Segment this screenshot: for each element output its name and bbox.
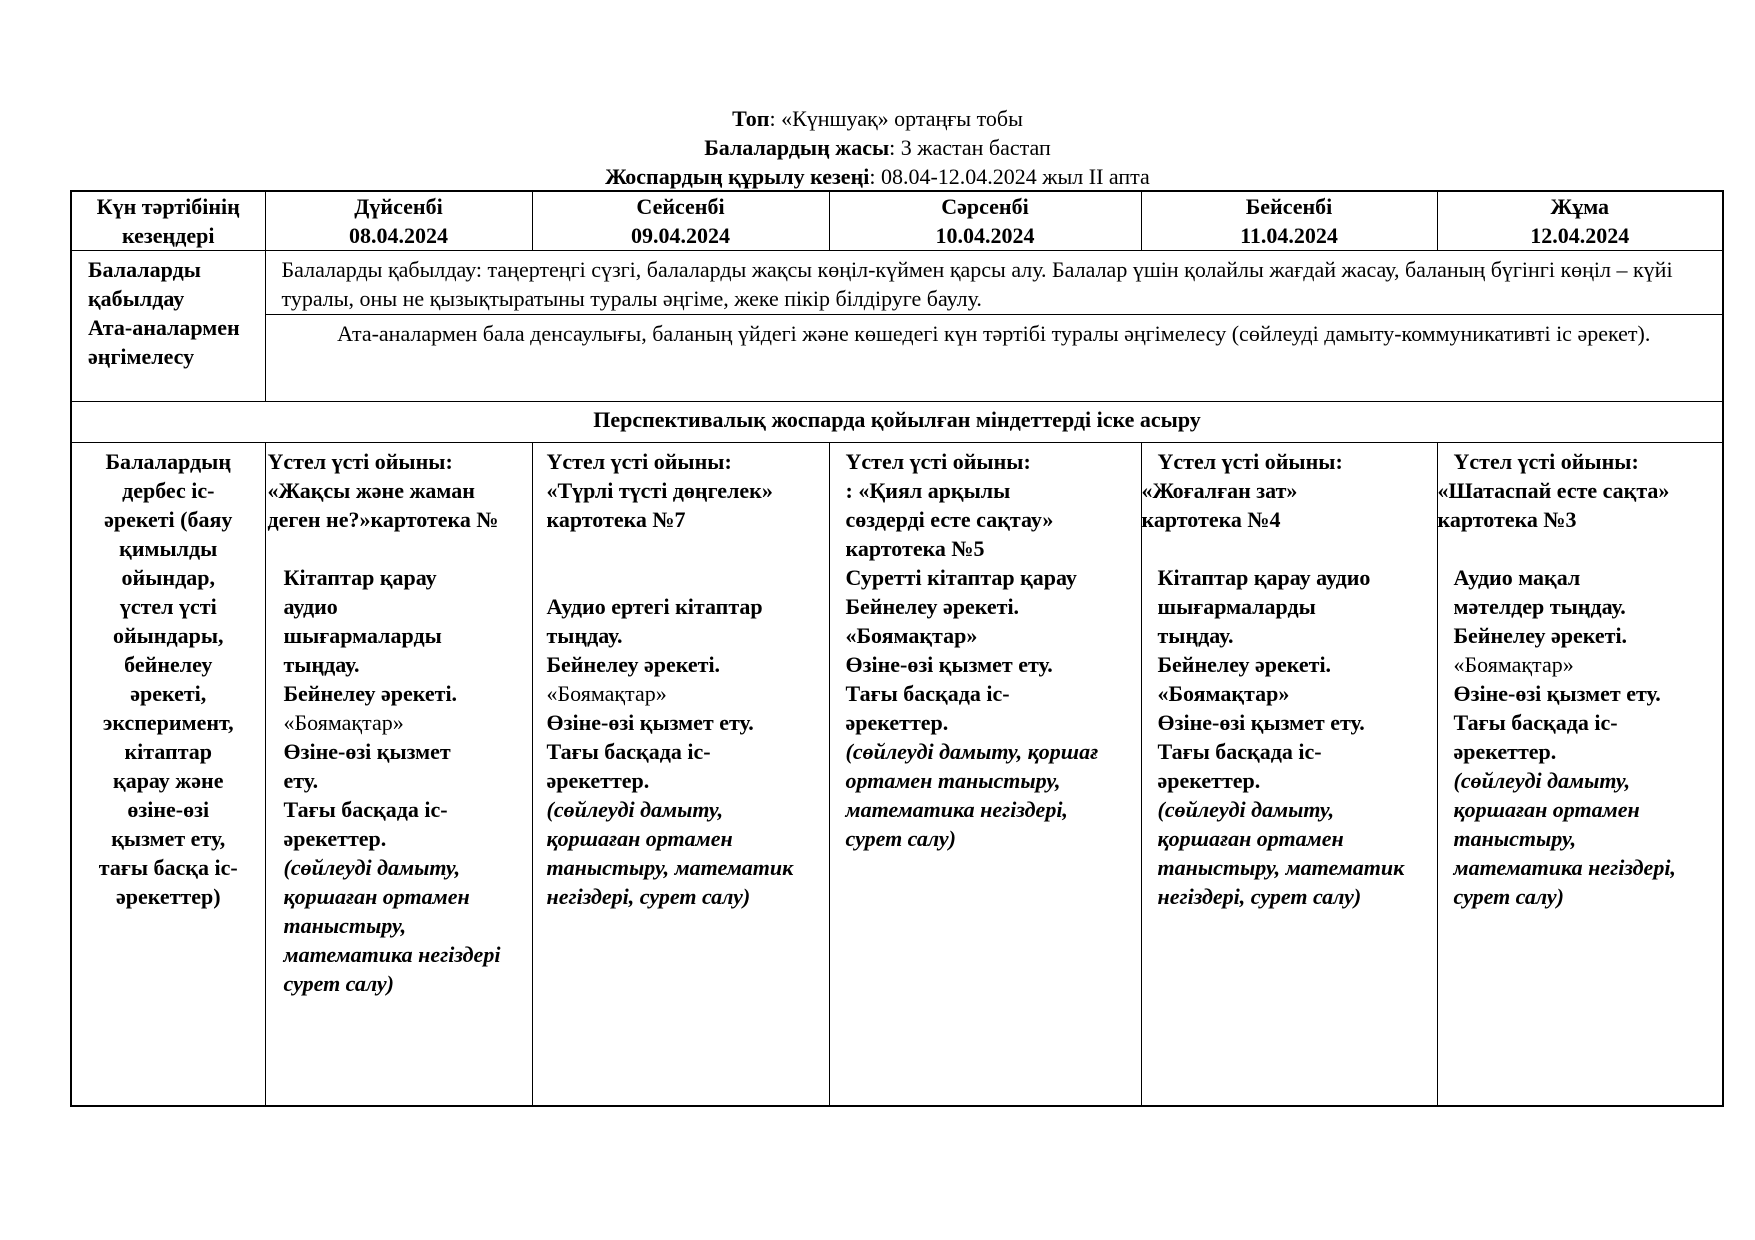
activity-note: (сөйлеуді дамыту, <box>283 855 461 880</box>
reception-row <box>71 251 1723 315</box>
label-line: өзіне-өзі <box>127 797 210 822</box>
activity-note: қоршаған ортамен <box>546 826 733 851</box>
spacer <box>268 534 532 563</box>
activity-wednesday <box>829 443 1141 1106</box>
activity-note: сурет салу) <box>845 826 956 851</box>
game-title: «Шатаспай есте сақта» <box>1437 478 1670 503</box>
label-line: қабылдау <box>88 286 185 311</box>
day-date: 10.04.2024 <box>935 223 1035 248</box>
col-header-wednesday <box>829 191 1141 251</box>
label-line: бейнелеу <box>124 652 213 677</box>
activity-line: әрекеттер. <box>546 768 650 793</box>
activity-tuesday <box>532 443 829 1106</box>
activity-note: математика негіздері, <box>1453 855 1676 880</box>
game-title: сөздерді есте сақтау» <box>845 507 1054 532</box>
activity-line: Өзіне-өзі қызмет ету. <box>845 652 1053 677</box>
activity-line: Бейнелеу әрекеті. <box>1157 652 1332 677</box>
activity-note: таныстыру, математик <box>546 855 794 880</box>
label-line: Ата-аналармен <box>88 315 240 340</box>
section-title: Перспективалық жоспарда қойылған міндеттерді іске асыру <box>71 402 1723 443</box>
activity-note: (сөйлеуді дамыту, <box>1453 768 1631 793</box>
activity-line: Өзіне-өзі қызмет ету. <box>546 710 754 735</box>
label-line: тағы басқа іс- <box>98 855 238 880</box>
label-line: эксперимент, <box>102 710 234 735</box>
day-name: Дүйсенбі <box>354 194 443 219</box>
activity-thursday <box>1141 443 1437 1106</box>
activity-line: Бейнелеу әрекеті. <box>546 652 721 677</box>
day-date: 09.04.2024 <box>631 223 730 248</box>
activity-friday <box>1437 443 1723 1106</box>
activity-line: Суретті кітаптар қарау <box>845 565 1077 590</box>
activity-monday <box>265 443 532 1106</box>
activity-line: Тағы басқада іс- <box>546 739 711 764</box>
activity-line: тыңдау. <box>283 652 360 677</box>
activity-note: математика негіздері <box>283 942 501 967</box>
activity-note: таныстыру, <box>283 913 407 938</box>
activity-note: таныстыру, <box>1453 826 1577 851</box>
activity-line: «Боямақтар» <box>283 710 404 735</box>
label-line: әңгімелесу <box>88 344 195 369</box>
label-line: қарау және <box>113 768 224 793</box>
col-header-stages <box>71 191 265 251</box>
label-line: үстел үсті <box>119 594 217 619</box>
age-label: Балалардың жасы <box>704 135 890 160</box>
activity-line: Өзіне-өзі қызмет <box>283 739 451 764</box>
activity-line: тыңдау. <box>1157 623 1234 648</box>
age-line <box>0 133 1755 162</box>
game-title: «Түрлі түсті дөңгелек» <box>546 478 773 503</box>
activity-note: (сөйлеуді дамыту, <box>1157 797 1335 822</box>
game-title: : «Қиял арқылы <box>845 478 1011 503</box>
document-header <box>0 104 1755 191</box>
game-title: «Жоғалған зат» <box>1141 478 1298 503</box>
game-title: Үстел үсті ойыны: <box>845 449 1031 474</box>
activity-line: «Боямақтар» <box>845 623 978 648</box>
activity-label-cell <box>71 443 265 1106</box>
reception-text: Балаларды қабылдау: таңертеңгі сүзгі, балаларды жақсы көңіл-күймен қарсы алу. Балалар үшін қолайлы жағдай жасау, баланың бүгінгі көңіл – күйі туралы, оны не қызықтыратыны туралы әңгіме, жеке пікір білдіруге баулу. <box>265 251 1723 315</box>
label-line: дербес іс- <box>122 478 215 503</box>
activity-line: Бейнелеу әрекеті. <box>845 594 1020 619</box>
day-name: Бейсенбі <box>1245 194 1333 219</box>
label-line: кітаптар <box>124 739 213 764</box>
activity-line: «Боямақтар» <box>1157 681 1290 706</box>
game-title: Үстел үсті ойыны: <box>1157 449 1343 474</box>
activity-note: қоршаған ортамен <box>1157 826 1344 851</box>
label-line: әрекеті (баяу <box>104 507 233 532</box>
spacer <box>1438 534 1723 563</box>
activity-note: қоршаған ортамен <box>1453 797 1640 822</box>
period-label: Жоспардың құрылу кезеңі <box>605 164 870 189</box>
activity-body <box>268 563 532 998</box>
day-date: 08.04.2024 <box>349 223 448 248</box>
col-header-thursday <box>1141 191 1437 251</box>
activity-line: аудио <box>283 594 338 619</box>
game-title: Үстел үсті ойыны: <box>1453 449 1639 474</box>
reception-label-cell <box>71 251 265 402</box>
label-line: әрекеттер) <box>115 884 221 909</box>
group-label: Топ <box>732 106 770 131</box>
activity-note: (сөйлеуді дамыту, қоршағ <box>845 739 1099 764</box>
label-line: ойындар, <box>121 565 215 590</box>
parents-row <box>71 315 1723 402</box>
activity-line: әрекеттер. <box>845 710 949 735</box>
activity-note: математика негіздері, <box>845 797 1068 822</box>
game-title: картотека №4 <box>1141 507 1281 532</box>
activity-line: Бейнелеу әрекеті. <box>1453 623 1628 648</box>
activity-line: Өзіне-өзі қызмет ету. <box>1157 710 1365 735</box>
day-date: 11.04.2024 <box>1240 223 1338 248</box>
period-line <box>0 162 1755 191</box>
activity-line: Тағы басқада іс- <box>1157 739 1322 764</box>
spacer <box>1142 534 1437 563</box>
group-value: : «Күншуақ» ортаңғы тобы <box>769 106 1023 131</box>
activity-row <box>71 443 1723 1106</box>
activity-body <box>1438 563 1723 911</box>
activity-line: Кітаптар қарау <box>283 565 437 590</box>
activity-line: Аудио ертегі кітаптар <box>546 594 763 619</box>
spacer <box>547 563 829 592</box>
activity-line: шығармаларды <box>283 623 442 648</box>
game-title: деген не?»картотека № <box>267 507 499 532</box>
activity-note: ортамен таныстыру, <box>845 768 1061 793</box>
age-value: : 3 жастан бастап <box>889 135 1051 160</box>
activity-line: Тағы басқада іс- <box>1453 710 1618 735</box>
label-line: Балалардың <box>105 449 232 474</box>
day-name: Сейсенбі <box>636 194 725 219</box>
activity-line: Өзіне-өзі қызмет ету. <box>1453 681 1661 706</box>
day-date: 12.04.2024 <box>1530 223 1630 248</box>
plan-table <box>70 190 1724 1107</box>
activity-line: шығармаларды <box>1157 594 1316 619</box>
activity-line: Аудио мақал <box>1453 565 1581 590</box>
col-header-line: кезеңдері <box>122 223 215 248</box>
game-title: картотека №5 <box>845 536 985 561</box>
game-title: картотека №3 <box>1437 507 1577 532</box>
activity-line: «Боямақтар» <box>546 681 667 706</box>
label-line: қызмет ету, <box>111 826 226 851</box>
label-line: әрекеті, <box>130 681 207 706</box>
activity-note: сурет салу) <box>283 971 394 996</box>
activity-line: Кітаптар қарау аудио <box>1157 565 1371 590</box>
activity-line: Тағы басқада іс- <box>845 681 1010 706</box>
game-title: «Жақсы және жаман <box>267 478 475 503</box>
col-header-line: Күн тәртібінің <box>96 194 240 219</box>
activity-note: негіздері, сурет салу) <box>1157 884 1362 909</box>
activity-line: әрекеттер. <box>283 826 387 851</box>
activity-line: ету. <box>283 768 319 793</box>
activity-line: «Боямақтар» <box>1453 652 1574 677</box>
section-row <box>71 402 1723 443</box>
activity-body <box>1142 563 1437 911</box>
label-line: қимылды <box>119 536 218 561</box>
parents-text: Ата-аналармен бала денсаулығы, баланың үйдегі және көшедегі күн тәртібі туралы әңгімелесу (сөйлеуді дамыту-коммуникативті іс әрекет). <box>265 315 1723 402</box>
group-line <box>0 104 1755 133</box>
activity-line: әрекеттер. <box>1453 739 1557 764</box>
col-header-friday <box>1437 191 1723 251</box>
day-name: Сәрсенбі <box>941 194 1029 219</box>
activity-note: негіздері, сурет салу) <box>546 884 751 909</box>
game-title: Үстел үсті ойыны: <box>267 449 453 474</box>
activity-line: мәтелдер тыңдау. <box>1453 594 1626 619</box>
day-name: Жұма <box>1550 194 1610 219</box>
activity-line: Бейнелеу әрекеті. <box>283 681 458 706</box>
game-title: картотека №7 <box>546 507 686 532</box>
activity-line: әрекеттер. <box>1157 768 1261 793</box>
col-header-monday <box>265 191 532 251</box>
spacer <box>547 534 829 563</box>
period-value: : 08.04-12.04.2024 жыл II апта <box>869 164 1150 189</box>
label-line: Балаларды <box>88 257 201 282</box>
label-line: ойындары, <box>112 623 224 648</box>
activity-note: (сөйлеуді дамыту, <box>546 797 724 822</box>
game-title: Үстел үсті ойыны: <box>546 449 732 474</box>
activity-line: Тағы басқада іс- <box>283 797 448 822</box>
header-row <box>71 191 1723 251</box>
col-header-tuesday <box>532 191 829 251</box>
activity-note: таныстыру, математик <box>1157 855 1405 880</box>
activity-note: сурет салу) <box>1453 884 1564 909</box>
activity-line: тыңдау. <box>546 623 623 648</box>
activity-note: қоршаған ортамен <box>283 884 470 909</box>
